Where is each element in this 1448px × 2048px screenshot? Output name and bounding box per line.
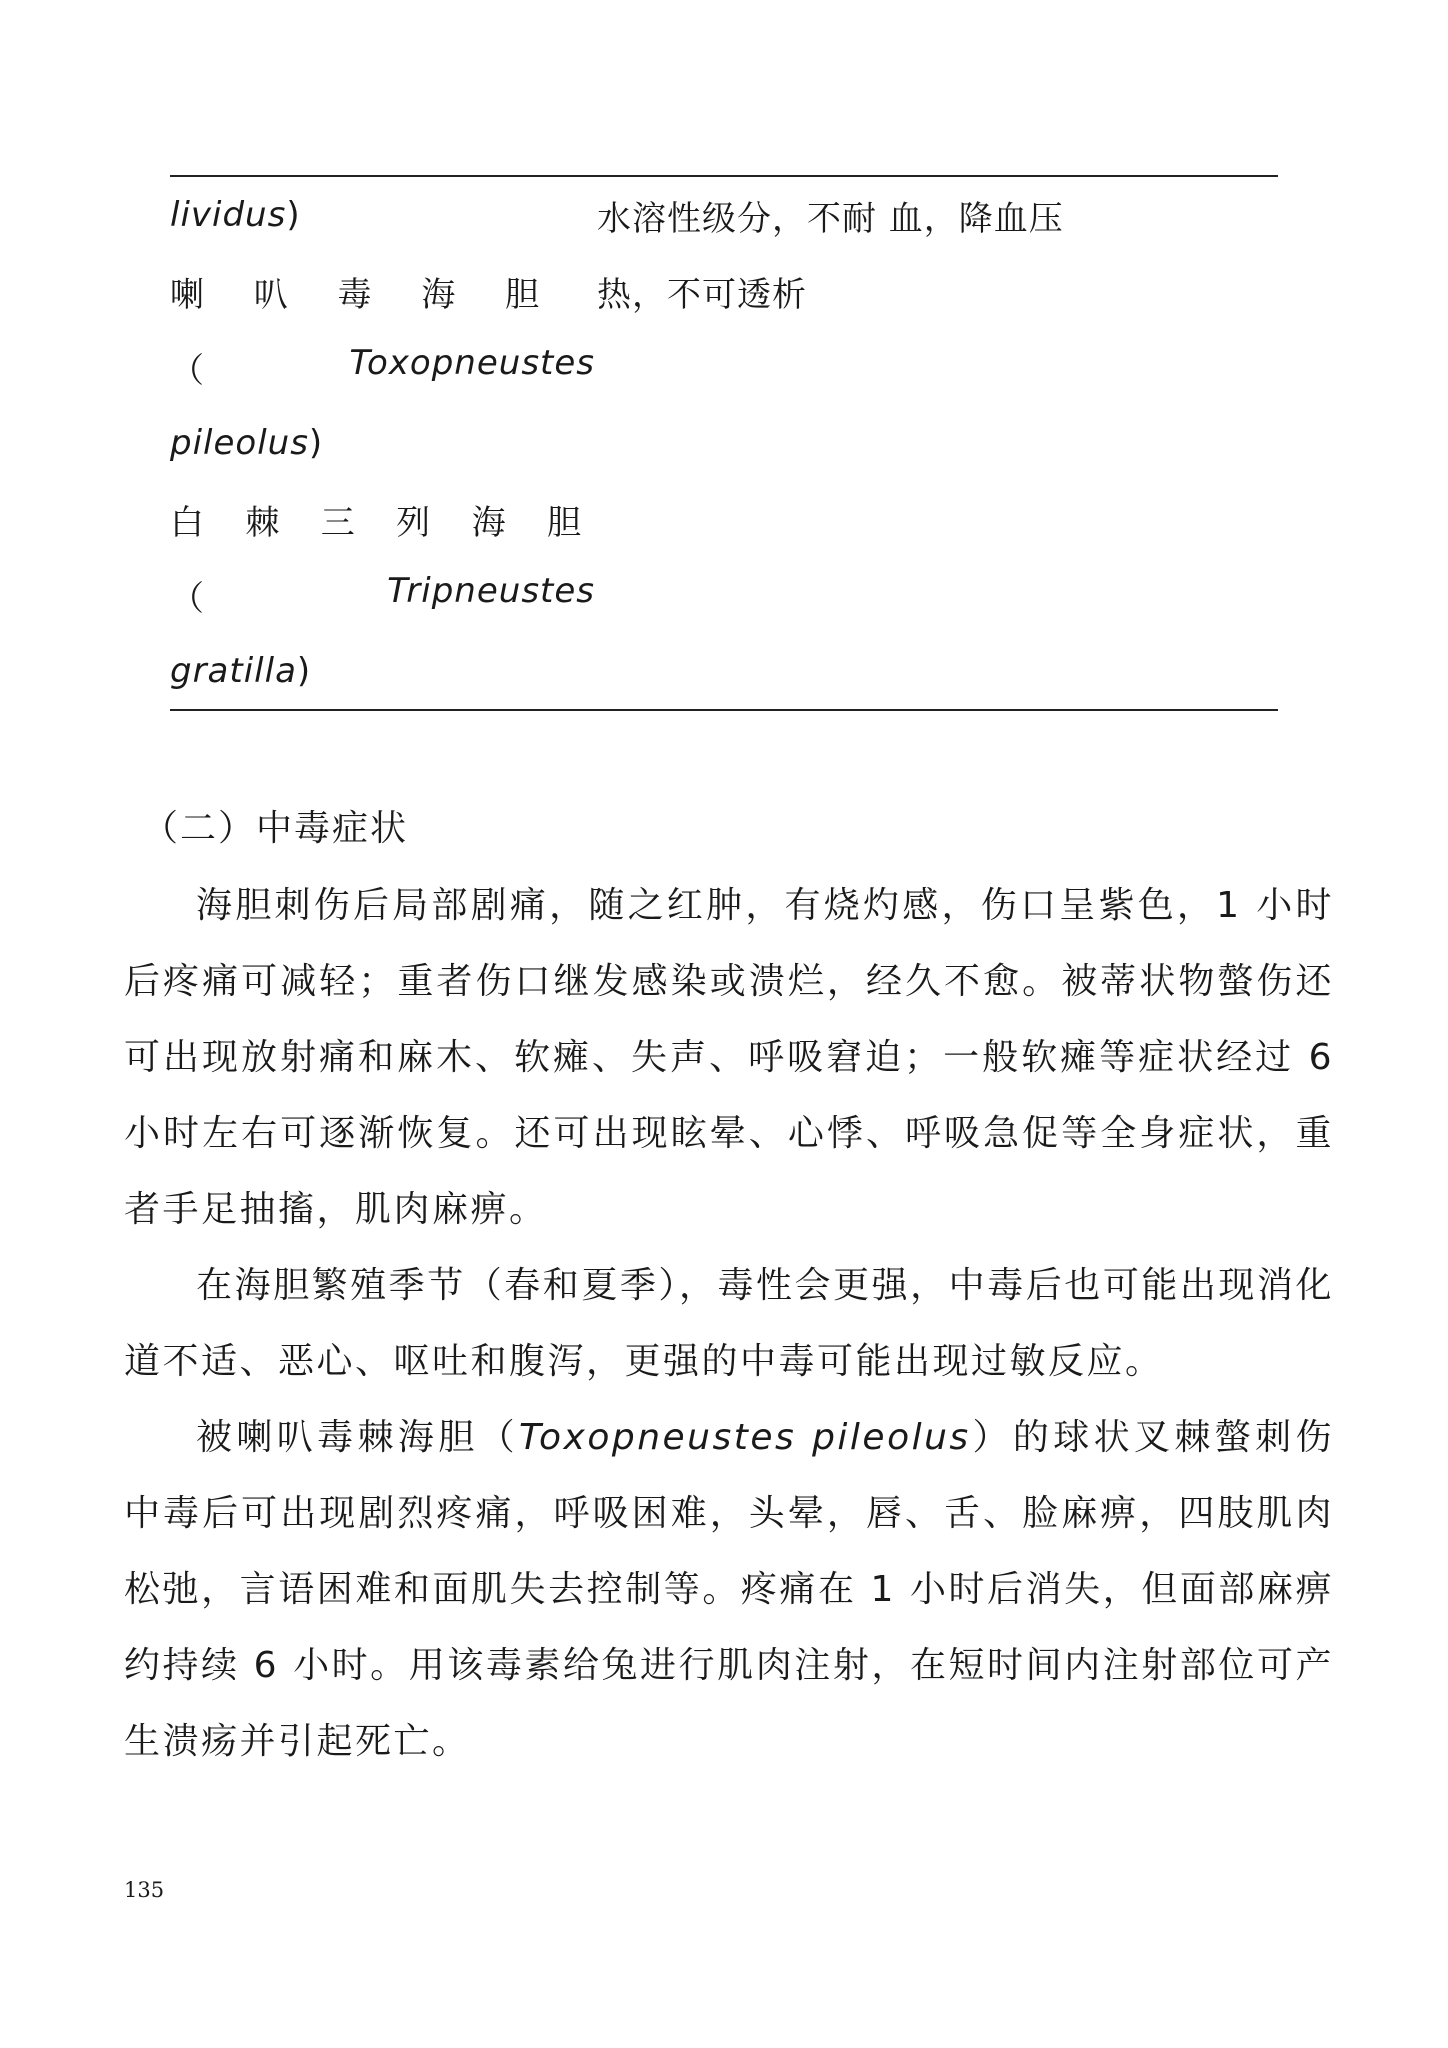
species-latin: Toxopneustes pileolus	[518, 1417, 971, 1458]
species-char: 海	[421, 274, 457, 315]
paragraph: 在海胆繁殖季节（春和夏季），毒性会更强，中毒后也可能出现消化道不适、恶心、呕吐和腹泻，更强的中毒可能出现过敏反应。	[124, 1265, 1334, 1382]
species-cell	[170, 651, 597, 691]
species-cell	[170, 495, 597, 544]
species-latin: gratilla	[170, 651, 297, 691]
species-paren: )	[296, 651, 312, 691]
species-char: 叭	[253, 274, 289, 315]
properties-cell: 水溶性级分，不耐 血，降血压	[597, 198, 1064, 239]
species-char: 胆	[505, 274, 540, 315]
species-latin: Tripneustes	[387, 570, 595, 611]
paragraph	[124, 1400, 1334, 1780]
section-body	[124, 868, 1334, 1780]
species-char: 三	[320, 502, 356, 543]
species-cell	[170, 267, 597, 316]
species-latin: lividus	[170, 195, 287, 235]
table-row	[170, 405, 1278, 481]
paragraph: 海胆刺伤后局部剧痛，随之红肿，有烧灼感，伤口呈紫色，1 小时后疼痛可减轻；重者伤口继发感染或溃烂，经久不愈。被蒂状物螫伤还可出现放射痛和麻木、软瘫、失声、呼吸窘迫；一般软瘫等症状经过 6 小时左右可逐渐恢复。还可出现眩晕、心悸、呼吸急促等全身症状，重者手足抽搐，肌肉麻痹。	[124, 885, 1334, 1230]
species-char: 喇	[170, 274, 205, 315]
species-latin: Toxopneustes	[349, 342, 595, 383]
table-row	[170, 557, 1278, 633]
species-cell	[170, 195, 597, 235]
species-paren: （	[170, 350, 205, 391]
section-heading: （二）中毒症状	[142, 808, 409, 849]
species-cell	[170, 571, 597, 620]
species-paren: )	[308, 423, 324, 463]
species-paren: )	[286, 195, 301, 235]
species-cell	[170, 423, 597, 463]
toxin-table	[170, 175, 1278, 711]
species-char: 棘	[245, 502, 281, 543]
table-row	[170, 481, 1278, 557]
species-char: 海	[471, 502, 507, 543]
table-row	[170, 253, 1278, 329]
species-char: 胆	[546, 502, 582, 543]
species-char: 白	[170, 502, 205, 543]
species-char: 毒	[337, 274, 373, 315]
paragraph-text: ）的球状叉棘螫刺伤中毒后可出现剧烈疼痛，呼吸困难，头晕，唇、舌、脸麻痹，四肢肌肉松弛，言语困难和面肌失去控制等。疼痛在 1 小时后消失，但面部麻痹约持续 6 小时。用该毒素给兔进行肌肉注射，在短时间内注射部位可产生溃疡并引起死亡。	[124, 1417, 1334, 1762]
table-bottom-rule	[170, 709, 1278, 711]
species-char: 列	[396, 502, 432, 543]
species-latin: pileolus	[170, 423, 309, 463]
species-cell	[170, 343, 597, 392]
page-number: 135	[124, 1878, 165, 1902]
table-row	[170, 329, 1278, 405]
properties-cell: 热，不可透析	[597, 274, 807, 315]
species-paren: （	[170, 578, 205, 619]
table-row	[170, 177, 1278, 253]
paragraph-text: 被喇叭毒棘海胆（	[196, 1417, 519, 1458]
table-row	[170, 633, 1278, 709]
